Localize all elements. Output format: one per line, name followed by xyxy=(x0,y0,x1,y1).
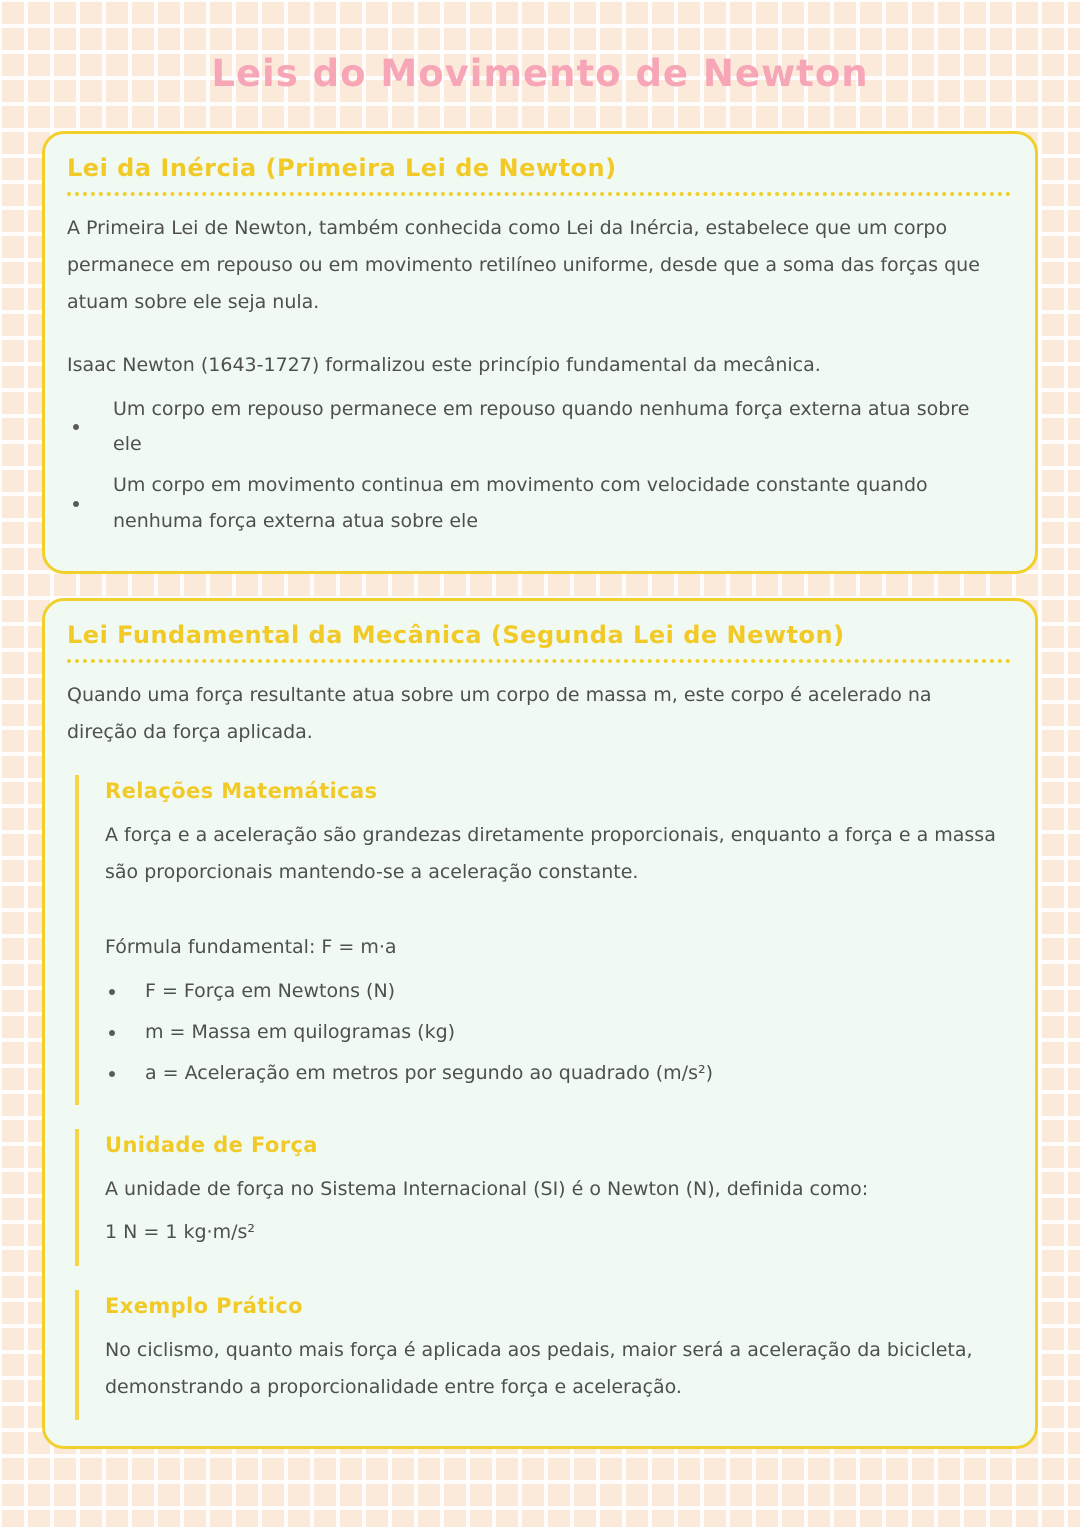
formula-line: Fórmula fundamental: F = m·a xyxy=(105,935,397,958)
subsection-unidade-de-forca xyxy=(75,1129,1011,1265)
bullet-icon xyxy=(109,989,115,995)
card-second-law xyxy=(42,598,1038,1449)
card-second-law-heading: Lei Fundamental da Mecânica (Segunda Lei de Newton) xyxy=(67,620,845,649)
list-item xyxy=(67,392,1011,462)
bullet-text: m = Massa em quilogramas (kg) xyxy=(145,1021,456,1044)
first-law-paragraph: A Primeira Lei de Newton, também conhecida como Lei da Inércia, estabelece que um corpo permanece em repouso ou em movimento retilíneo uniforme, desde que a soma das forças que atuam sobre ele seja nula. xyxy=(67,217,980,314)
formula-bullet-list xyxy=(105,974,1011,1091)
list-item xyxy=(105,1015,1011,1050)
card-first-law xyxy=(42,131,1038,574)
subsection-paragraph: No ciclismo, quanto mais força é aplicada aos pedais, maior será a aceleração da bicicleta, demonstrando a proporcionalidade entre força e aceleração. xyxy=(105,1338,973,1398)
newton-bio-paragraph: Isaac Newton (1643-1727) formalizou este princípio fundamental da mecânica. xyxy=(67,354,821,377)
newton-definition-line: 1 N = 1 kg·m/s² xyxy=(105,1221,255,1244)
subsection-paragraph: A unidade de força no Sistema Internacional (SI) é o Newton (N), definida como: xyxy=(105,1178,869,1201)
first-law-bullet-list xyxy=(67,392,1011,539)
dotted-divider xyxy=(67,192,1011,196)
second-law-intro-paragraph: Quando uma força resultante atua sobre um corpo de massa m, este corpo é acelerado na direção da força aplicada. xyxy=(67,683,932,743)
bullet-icon xyxy=(109,1030,115,1036)
subsection-heading: Relações Matemáticas xyxy=(105,778,378,803)
page-title: Leis do Movimento de Newton xyxy=(211,52,869,95)
subsection-heading: Unidade de Força xyxy=(105,1133,318,1158)
list-item xyxy=(105,1056,1011,1091)
bullet-text: Um corpo em repouso permanece em repouso quando nenhuma força externa atua sobre ele xyxy=(113,398,970,456)
subsection-heading: Exemplo Prático xyxy=(105,1293,304,1318)
bullet-icon xyxy=(109,1071,115,1077)
list-item xyxy=(105,974,1011,1009)
subsection-exemplo-pratico xyxy=(75,1290,1011,1420)
list-item xyxy=(67,468,1011,538)
bullet-icon xyxy=(73,501,79,507)
bullet-text: F = Força em Newtons (N) xyxy=(145,979,396,1002)
bullet-icon xyxy=(73,424,79,430)
subsection-paragraph: A força e a aceleração são grandezas diretamente proporcionais, enquanto a força e a massa são proporcionais mantendo-se a aceleração constante. xyxy=(105,823,996,883)
subsection-relacoes-matematicas xyxy=(75,775,1011,1106)
card-first-law-heading: Lei da Inércia (Primeira Lei de Newton) xyxy=(67,154,617,182)
bullet-text: a = Aceleração em metros por segundo ao quadrado (m/s²) xyxy=(145,1062,713,1085)
bullet-text: Um corpo em movimento continua em movimento com velocidade constante quando nenhuma força externa atua sobre ele xyxy=(113,474,928,532)
dotted-divider xyxy=(67,659,1011,663)
